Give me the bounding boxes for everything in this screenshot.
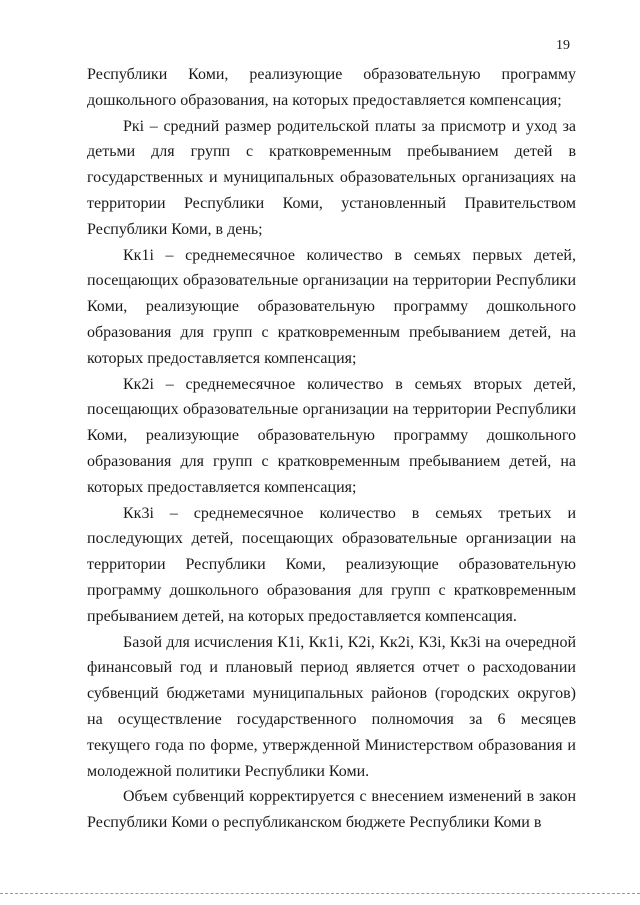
paragraph-kk3i-definition: Кк3i – среднемесячное количество в семьях третьих и последующих детей, посещающих образовательные организации на территории Республики Коми, реализующие образовательную программу дошкольного образования для групп с кратковременным пребыванием детей, на которых предоставляется компенсация. bbox=[87, 504, 576, 625]
paragraph-continuation: Республики Коми, реализующие образовательную программу дошкольного образования, на которых предоставляется компенсация; bbox=[87, 66, 576, 109]
document-body bbox=[87, 62, 576, 836]
page-number: 19 bbox=[556, 38, 570, 53]
paragraph-pki-definition: Pкi – средний размер родительской платы за присмотр и уход за детьми для групп с кратковременным пребыванием детей в государственных и муниципальных образовательных организациях на территории Республики Коми, установленный Правительством Республики Коми, в день; bbox=[87, 117, 576, 238]
paragraph-kk1i-definition: Кк1i – среднемесячное количество в семьях первых детей, посещающих образовательные организации на территории Республики Коми, реализующие образовательную программу дошкольного образования для групп с кратковременным пребыванием детей, на которых предоставляется компенсация; bbox=[87, 246, 576, 367]
paragraph-subvention-adjustment: Объем субвенций корректируется с внесением изменений в закон Республики Коми о республиканском бюджете Республики Коми в bbox=[87, 788, 576, 832]
paragraph-calculation-basis: Базой для исчисления К1i, Кк1i, К2i, Кк2i, К3i, Кк3i на очередной финансовый год и плановый период является отчет о расходовании субвенций бюджетами муниципальных районов (городских округов) на осуществление государственного полномочия за 6 месяцев текущего года по форме, утвержденной Министерством образования и молодежной политики Республики Коми. bbox=[87, 633, 576, 780]
page-bottom-edge bbox=[0, 893, 640, 894]
paragraph-kk2i-definition: Кк2i – среднемесячное количество в семьях вторых детей, посещающих образовательные организации на территории Республики Коми, реализующие образовательную программу дошкольного образования для групп с кратковременным пребыванием детей, на которых предоставляется компенсация; bbox=[87, 375, 576, 496]
